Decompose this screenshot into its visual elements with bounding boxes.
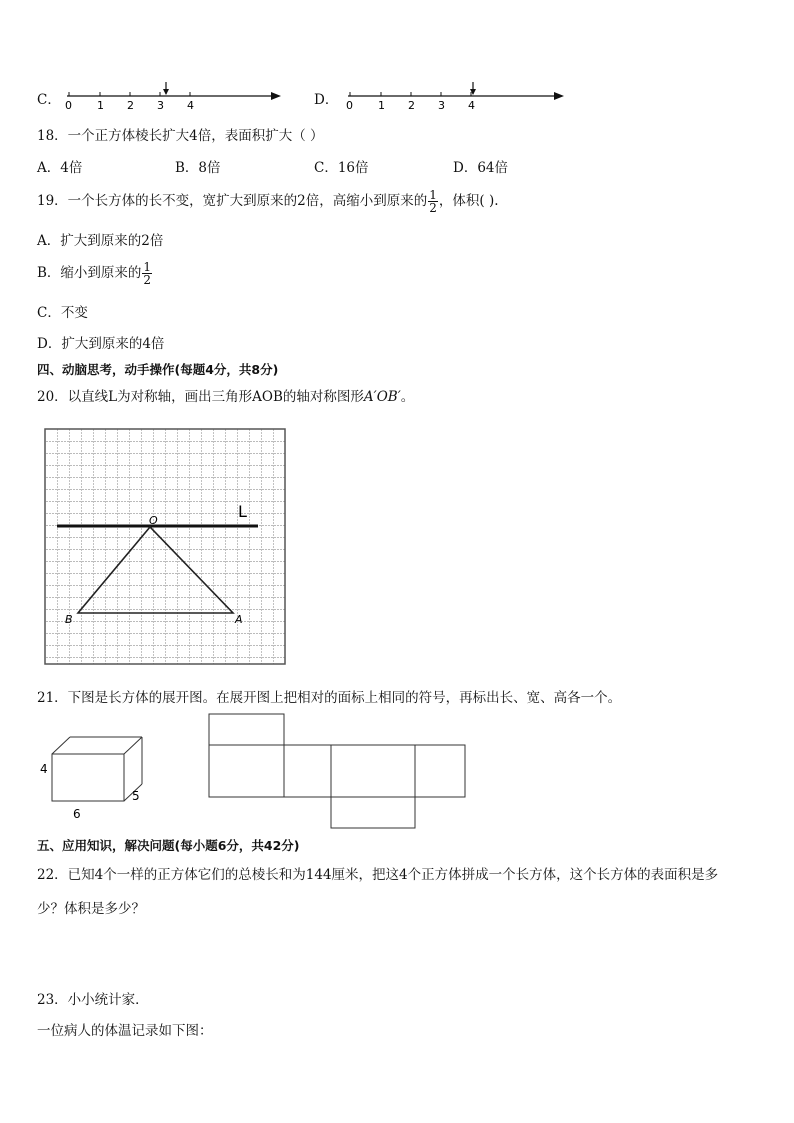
length-label: 6 [73,807,81,821]
q17-option-c-letter: C． [37,92,61,108]
tick-label: 1 [378,99,385,112]
net-face-bottom [331,797,415,828]
q22-line-1: 22．已知4个一样的正方体它们的总棱长和为144厘米，把这4个正方体拼成一个长方体，这个长方体的表面积是多 [37,867,719,883]
q19-option-d: D．扩大到原来的4倍 [37,336,165,352]
cuboid-svg [38,734,158,824]
grid-svg [40,424,290,666]
tick-label: 3 [157,99,164,112]
q21-question: 21．下图是长方体的展开图。在展开图上把相对的面标上相同的符号，再标出长、宽、高各一个。 [37,690,622,706]
tick-label: 0 [65,99,72,112]
section-4-heading: 四、动脑思考，动手操作(每题4分，共8分) [37,362,279,377]
point-o-label: O [149,514,158,527]
tick-label: 1 [97,99,104,112]
point-a-label: A [235,613,243,626]
net-face-top [209,714,284,745]
q19-text-before: 19．一个长方体的长不变，宽扩大到原来的2倍，高缩小到原来的 [37,193,428,209]
tick-label: 2 [127,99,134,112]
number-line-d [346,82,571,112]
q23-title: 23．小小统计家． [37,992,149,1008]
q17-option-c [37,82,267,112]
q19-option-b: B．缩小到原来的 $\frac{1}{2}$ [37,260,152,287]
fraction-one-half: $\frac{1}{2}$ [429,188,437,215]
q19-text-after: ，体积( ). [438,193,499,209]
line-l-label: L [238,502,247,521]
number-line-c [65,82,285,112]
tick-label: 2 [408,99,415,112]
q17-option-d-letter: D． [314,92,339,108]
q23-line: 一位病人的体温记录如下图： [37,1023,213,1039]
q22-line-2: 少？体积是多少？ [37,901,145,917]
tick-label: 3 [438,99,445,112]
point-b-label: B [65,613,73,626]
fraction-one-half: $\frac{1}{2}$ [143,260,152,287]
tick-label: 4 [468,99,475,112]
tick-label: 4 [187,99,194,112]
q18-option-a: A．4倍 [37,160,83,176]
section-5-heading: 五、应用知识，解决问题(每小题6分，共42分) [37,838,300,853]
q20-question: 20．以直线L为对称轴，画出三角形AOB的轴对称图形A′OB′。 [37,389,415,405]
q17-option-d [314,82,554,112]
cuboid-net [205,710,470,832]
width-label: 5 [132,789,140,803]
net-face-left [209,745,284,797]
q18-question: 18．一个正方体棱长扩大4倍，表面积扩大（ ） [37,128,324,144]
q20-grid-figure [40,424,290,666]
q19-option-a: A．扩大到原来的2倍 [37,233,164,249]
formula-a-prime-o-b-prime: A′OB′ [363,389,401,405]
q18-option-b: B．8倍 [175,160,221,176]
net-face-mid2 [331,745,415,797]
net-svg [205,710,470,832]
cuboid-figure [38,734,158,824]
q19-option-c: C．不变 [37,305,88,321]
q18-option-d: D．64倍 [453,160,509,176]
net-face-mid1 [284,745,331,797]
net-face-right [415,745,465,797]
q19-question [37,184,499,218]
q18-option-c: C．16倍 [314,160,369,176]
height-label: 4 [40,762,48,776]
tick-label: 0 [346,99,353,112]
